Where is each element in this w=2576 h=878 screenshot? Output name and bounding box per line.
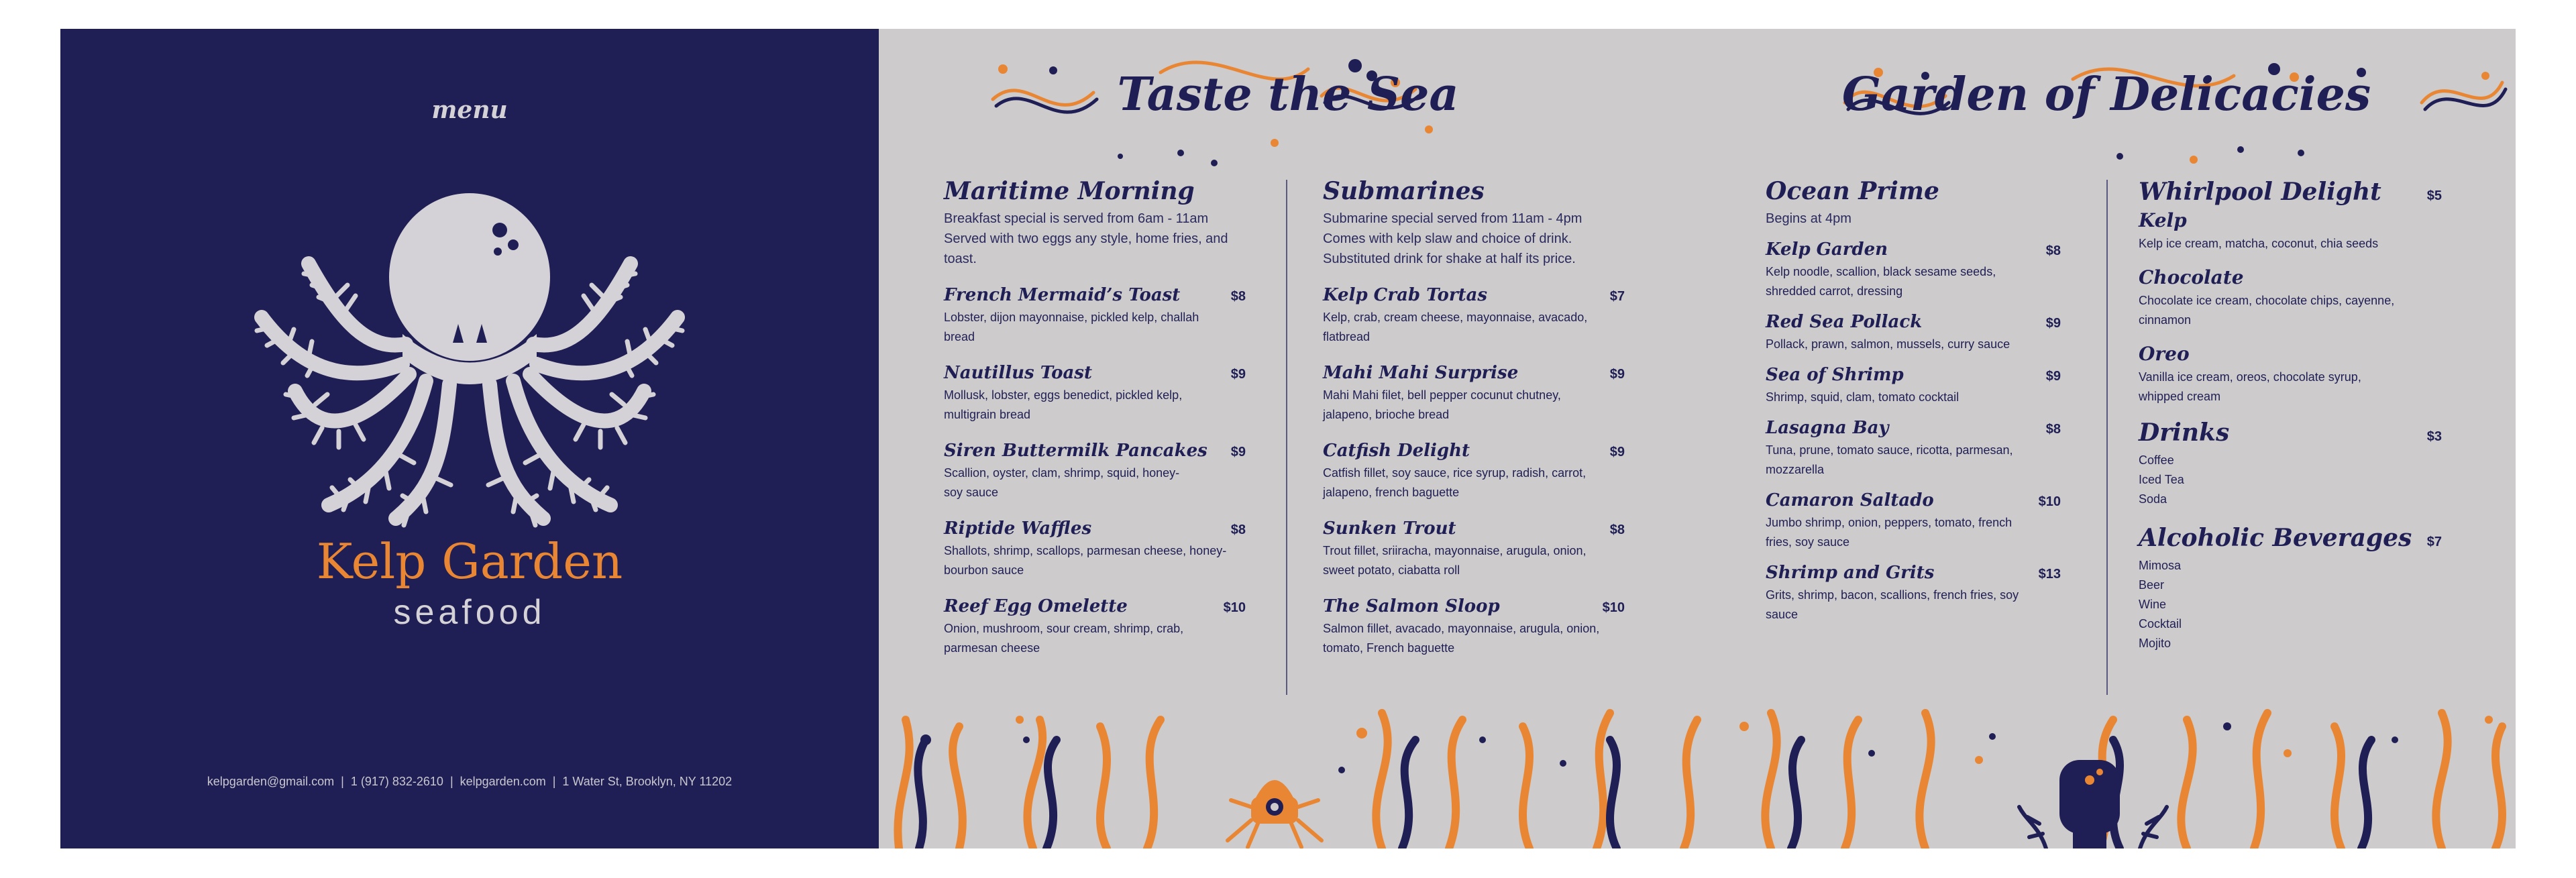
section-note: Breakfast special is served from 6am - 11am Served with two eggs any style, home fries, and toast. xyxy=(944,211,1228,266)
item-price: $9 xyxy=(1230,445,1246,459)
alcohol-list xyxy=(2139,556,2442,653)
flavor-item xyxy=(2139,342,2442,406)
menu-item xyxy=(944,439,1246,502)
drink-item: Cocktail xyxy=(2139,617,2182,630)
section-title: Ocean Prime xyxy=(1766,177,1939,205)
cover-panel xyxy=(60,29,879,848)
item-name: Sunken Trout xyxy=(1323,518,1456,539)
menu-item xyxy=(944,517,1246,580)
contact-address: 1 Water St, Brooklyn, NY 11202 xyxy=(562,775,733,788)
brand-subtitle: seafood xyxy=(393,593,546,632)
flavor-name: Kelp xyxy=(2139,209,2187,231)
item-price: $10 xyxy=(1602,600,1625,615)
drinks-list xyxy=(2139,451,2442,509)
section-note: Begins at 4pm xyxy=(1766,211,1851,226)
item-price: $9 xyxy=(1609,445,1625,459)
item-price: $13 xyxy=(2038,567,2061,582)
item-name: French Mermaid’s Toast xyxy=(944,285,1181,305)
item-price: $9 xyxy=(2045,369,2061,384)
drink-item: Wine xyxy=(2139,598,2167,611)
item-name: Riptide Waffles xyxy=(944,518,1092,539)
menu-item xyxy=(944,362,1246,425)
item-name: Sea of Shrimp xyxy=(1766,365,1904,385)
item-description: Kelp, crab, cream cheese, mayonnaise, avacado, flatbread xyxy=(1323,311,1588,343)
drink-item: Beer xyxy=(2139,578,2165,592)
menu-item xyxy=(1323,595,1625,658)
item-price: $8 xyxy=(1609,523,1625,537)
item-description: Kelp noodle, scallion, black sesame seeds, shredded carrot, dressing xyxy=(1766,265,1996,298)
item-price: $9 xyxy=(1230,367,1246,382)
item-price: $9 xyxy=(1609,367,1625,382)
flavor-name: Oreo xyxy=(2139,343,2190,365)
item-name: Catfish Delight xyxy=(1323,441,1470,461)
section-price: $7 xyxy=(2426,535,2442,549)
item-price: $10 xyxy=(2038,494,2061,509)
menu-item xyxy=(1766,417,2061,480)
item-description: Scallion, oyster, clam, shrimp, squid, honey-soy sauce xyxy=(944,466,1180,499)
section-title: Whirlpool Delight xyxy=(2139,178,2381,206)
item-price: $9 xyxy=(2045,316,2061,331)
item-description: Catfish fillet, soy sauce, rice syrup, radish, carrot, jalapeno, french baguette xyxy=(1323,466,1587,499)
ocean-prime-section xyxy=(1766,176,2061,624)
item-description: Shallots, shrimp, scallops, parmesan cheese, honey-bourbon sauce xyxy=(944,544,1227,577)
octopus-illustration xyxy=(235,190,704,565)
section-title: Submarines xyxy=(1323,177,1485,205)
menu-item xyxy=(1323,362,1625,425)
drinks-header xyxy=(2139,417,2442,448)
section-title: Maritime Morning xyxy=(944,177,1195,205)
inside-panel xyxy=(879,29,2516,848)
flavor-name: Chocolate xyxy=(2139,266,2244,288)
item-description: Mollusk, lobster, eggs benedict, pickled kelp, multigrain bread xyxy=(944,388,1183,421)
item-price: $8 xyxy=(1230,523,1246,537)
item-price: $8 xyxy=(2045,243,2061,258)
alcohol-header xyxy=(2139,523,2442,553)
menu-item xyxy=(944,284,1246,347)
menu-item xyxy=(1766,561,2061,624)
flavor-description: Chocolate ice cream, chocolate chips, cayenne, cinnamon xyxy=(2139,294,2395,327)
item-price: $7 xyxy=(1609,289,1625,304)
contact-phone: 1 (917) 832-2610 xyxy=(350,775,443,788)
section-price: $3 xyxy=(2426,429,2442,444)
section-note: Submarine special served from 11am - 4pm Comes with kelp slaw and choice of drink. Substituted drink for shake at half its price. xyxy=(1323,211,1582,266)
contact-line xyxy=(60,775,879,789)
item-description: Shrimp, squid, clam, tomato cocktail xyxy=(1766,390,1960,404)
contact-separator: | xyxy=(449,775,453,788)
panel2-heading: Garden of Delicacies xyxy=(1841,68,2371,121)
menu-item xyxy=(1323,517,1625,580)
drink-item: Mimosa xyxy=(2139,559,2182,572)
item-name: Lasagna Bay xyxy=(1766,418,1889,438)
drink-item: Soda xyxy=(2139,492,2167,506)
flavor-description: Vanilla ice cream, oreos, chocolate syrup, whipped cream xyxy=(2139,370,2361,403)
item-name: The Salmon Sloop xyxy=(1323,596,1500,616)
item-name: Nautillus Toast xyxy=(944,363,1092,383)
brand-name: Kelp Garden xyxy=(316,533,623,590)
contact-separator: | xyxy=(341,775,344,788)
item-description: Tuna, prune, tomato sauce, ricotta, parmesan, mozzarella xyxy=(1766,443,2013,476)
item-description: Jumbo shrimp, onion, peppers, tomato, french fries, soy sauce xyxy=(1766,516,2012,549)
column-divider xyxy=(1286,180,1287,695)
flavor-item xyxy=(2139,209,2442,254)
flavor-item xyxy=(2139,266,2442,330)
item-price: $8 xyxy=(1230,289,1246,304)
menu-item xyxy=(1323,439,1625,502)
item-description: Salmon fillet, avacado, mayonnaise, arugula, onion, tomato, French baguette xyxy=(1323,622,1600,655)
item-name: Kelp Crab Tortas xyxy=(1323,285,1488,305)
menu-item xyxy=(1766,489,2061,552)
item-price: $10 xyxy=(1223,600,1246,615)
item-name: Siren Buttermilk Pancakes xyxy=(944,441,1208,461)
item-name: Reef Egg Omelette xyxy=(944,596,1128,616)
menu-item xyxy=(944,595,1246,658)
panel1-heading: Taste the Sea xyxy=(1117,68,1459,121)
item-name: Kelp Garden xyxy=(1766,239,1888,260)
maritime-morning-section xyxy=(944,176,1246,658)
section-title: Alcoholic Beverages xyxy=(2139,524,2412,552)
menu-label: menu xyxy=(431,96,508,124)
contact-separator: | xyxy=(552,775,556,788)
column-divider xyxy=(2106,180,2108,695)
menu-page xyxy=(60,29,2516,848)
whirlpool-header xyxy=(2139,176,2442,207)
item-name: Mahi Mahi Surprise xyxy=(1323,363,1519,383)
contact-email: kelpgarden@gmail.com xyxy=(207,775,335,788)
item-price: $8 xyxy=(2045,422,2061,437)
menu-item xyxy=(1323,284,1625,347)
item-name: Red Sea Pollack xyxy=(1766,312,1923,332)
section-price: $5 xyxy=(2426,188,2442,203)
menu-item xyxy=(1766,238,2061,301)
flavor-description: Kelp ice cream, matcha, coconut, chia seeds xyxy=(2139,237,2379,250)
drink-item: Mojito xyxy=(2139,637,2171,650)
menu-item xyxy=(1766,311,2061,354)
section-title: Drinks xyxy=(2139,419,2230,447)
drink-item: Iced Tea xyxy=(2139,473,2184,486)
item-name: Shrimp and Grits xyxy=(1766,563,1935,583)
submarines-section xyxy=(1323,176,1625,658)
item-name: Camaron Saltado xyxy=(1766,490,1934,510)
item-description: Onion, mushroom, sour cream, shrimp, crab, parmesan cheese xyxy=(944,622,1184,655)
item-description: Grits, shrimp, bacon, scallions, french fries, soy sauce xyxy=(1766,588,2019,621)
menu-item xyxy=(1766,364,2061,407)
desserts-drinks-section xyxy=(2139,176,2442,653)
contact-website: kelpgarden.com xyxy=(460,775,546,788)
item-description: Mahi Mahi filet, bell pepper cocunut chutney, jalapeno, brioche bread xyxy=(1323,388,1561,421)
item-description: Lobster, dijon mayonnaise, pickled kelp, challah bread xyxy=(944,311,1199,343)
item-description: Trout fillet, sriiracha, mayonnaise, arugula, onion, sweet potato, ciabatta roll xyxy=(1323,544,1587,577)
item-description: Pollack, prawn, salmon, mussels, curry sauce xyxy=(1766,337,2010,351)
drink-item: Coffee xyxy=(2139,453,2174,467)
